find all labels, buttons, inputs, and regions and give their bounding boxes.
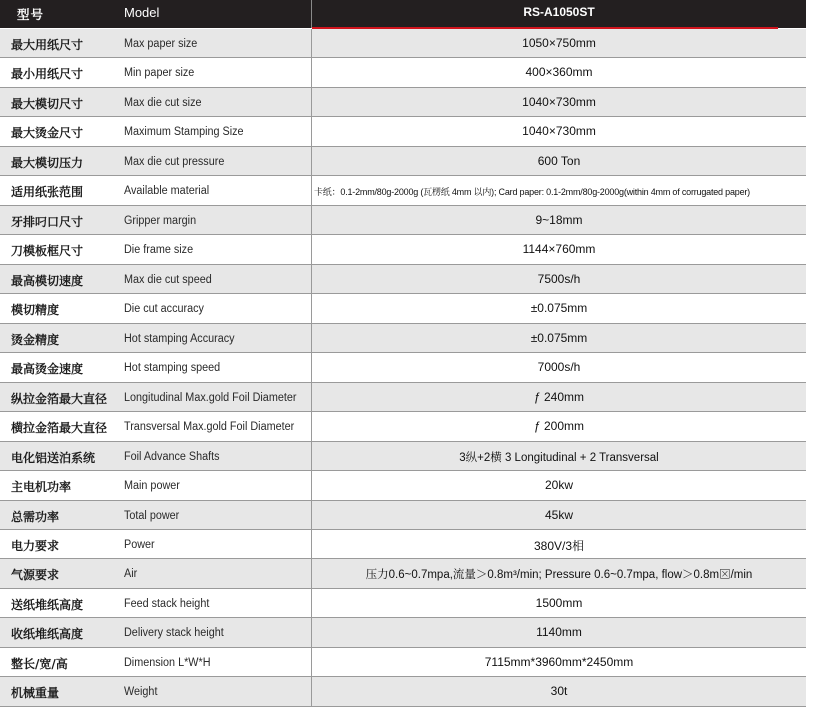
row-cn-label: 烫金精度 [11,332,60,347]
table-row [0,442,806,471]
row-cn-label: 横拉金箔最大直径 [11,421,108,436]
table-header [0,0,806,28]
row-value: 3纵+2横 3 Longitudinal + 2 Transversal [459,451,659,464]
table-row [0,176,806,205]
row-cn-label: 最小用纸尺寸 [11,67,84,82]
row-cn-label: 电力要求 [11,538,60,553]
row-cn-label: 纵拉金箔最大直径 [11,391,108,406]
row-en-label: Max paper size [124,38,198,50]
row-value: 1040×730mm [522,124,596,139]
row-en-label: Min paper size [124,67,195,80]
row-cn-label: 最大烫金尺寸 [11,126,84,141]
row-cn-label: 最大用纸尺寸 [11,38,84,52]
table-row [0,530,806,559]
row-value: ƒ 200mm [533,419,585,434]
row-en-label: Max die cut pressure [124,155,225,168]
table-row [0,501,806,530]
row-en-label: Die cut accuracy [124,303,204,316]
column-divider [311,176,312,204]
row-value: 1500mm [535,595,583,610]
row-value: 1040×730mm [522,94,596,109]
row-en-label: Main power [124,480,180,493]
table-row [0,471,806,500]
table-row [0,265,806,294]
row-value: 30t [550,684,568,699]
table-row [0,324,806,353]
row-cn-label: 主电机功率 [11,480,72,495]
row-en-label: Gripper margin [124,214,197,227]
row-en-label: Foil Advance Shafts [124,450,220,463]
row-en-label: Transversal Max.gold Foil Diameter [124,421,295,434]
row-en-label: Dimension L*W*H [124,656,211,669]
row-cn-label: 最大模切尺寸 [11,96,84,111]
table-row [0,412,806,441]
row-value: ±0.075mm [530,330,588,345]
row-en-label: Available material [124,185,210,198]
row-value: 9~18mm [535,212,583,227]
table-row [0,294,806,323]
row-value: 1144×760mm [522,242,596,257]
row-cn-label: 刀模板框尺寸 [11,244,84,259]
row-cn-label: 电化铝送泊系统 [11,450,96,465]
row-cn-label: 机械重量 [11,686,60,701]
row-cn-label: 整长/宽/高 [11,656,68,671]
row-en-label: Max die cut size [124,96,202,109]
row-en-label: Longitudinal Max.gold Foil Diameter [124,391,297,404]
row-value: 7000s/h [537,360,581,375]
row-en-label: Die frame size [124,244,194,257]
table-row [0,88,806,117]
table-row [0,353,806,382]
row-en-label: Total power [124,509,180,522]
row-value: 400×360mm [525,65,593,80]
table-row [0,58,806,87]
row-value: 45kw [544,507,573,522]
header-cn-label: 型号 [17,7,45,22]
row-cn-label: 最高模切速度 [11,273,84,288]
row-value: ƒ 240mm [533,389,585,404]
header-en-label: Model [124,5,160,20]
row-en-label: Air [124,568,138,581]
table-row [0,589,806,618]
table-row [0,383,806,412]
row-cn-label: 送纸堆纸高度 [11,597,84,612]
row-value: 1050×750mm [522,36,596,50]
table-row [0,117,806,146]
table-row [0,618,806,647]
spec-table-body [0,29,806,707]
table-row [0,235,806,264]
table-row [0,677,806,706]
row-en-label: Delivery stack height [124,627,224,640]
row-cn-label: 总需功率 [11,509,60,524]
row-cn-label: 最高烫金速度 [11,362,84,377]
row-en-label: Max die cut speed [124,273,212,286]
row-en-label: Hot stamping speed [124,362,221,375]
header-model-value: RS-A1050ST [523,5,595,19]
row-cn-label: 牙排叼口尺寸 [11,214,84,229]
row-cn-label: 气源要求 [11,568,60,583]
row-cn-label: 适用纸张范围 [11,185,84,200]
row-value: 20kw [544,478,573,493]
row-cn-label: 收纸堆纸高度 [11,627,84,642]
row-value: 380V/3相 [533,538,585,553]
row-en-label: Weight [124,686,158,699]
row-en-label: Feed stack height [124,597,210,610]
row-cn-label: 最大模切压力 [11,155,84,170]
table-row [0,29,806,58]
row-value: 1140mm [536,625,582,640]
row-value: 卡纸：0.1-2mm/80g-2000g (瓦楞纸 4mm 以内); Card paper: 0.1-2mm/80g-2000g(within 4mm of corrugated paper) [314,187,750,198]
row-value: 压力0.6~0.7mpa,流量＞0.8m³/min; Pressure 0.6~0.7mpa, flow＞0.8m⊠/min [365,569,753,582]
row-value: ±0.075mm [530,301,588,316]
row-cn-label: 模切精度 [11,303,60,318]
table-row [0,147,806,176]
row-value: 7500s/h [537,271,581,286]
table-row [0,206,806,235]
row-value: 600 Ton [537,153,581,168]
table-row [0,559,806,588]
row-en-label: Power [124,538,155,551]
row-en-label: Maximum Stamping Size [124,126,244,139]
table-row [0,648,806,677]
row-en-label: Hot stamping Accuracy [124,332,235,345]
row-value: 7115mm*3960mm*2450mm [484,654,634,669]
